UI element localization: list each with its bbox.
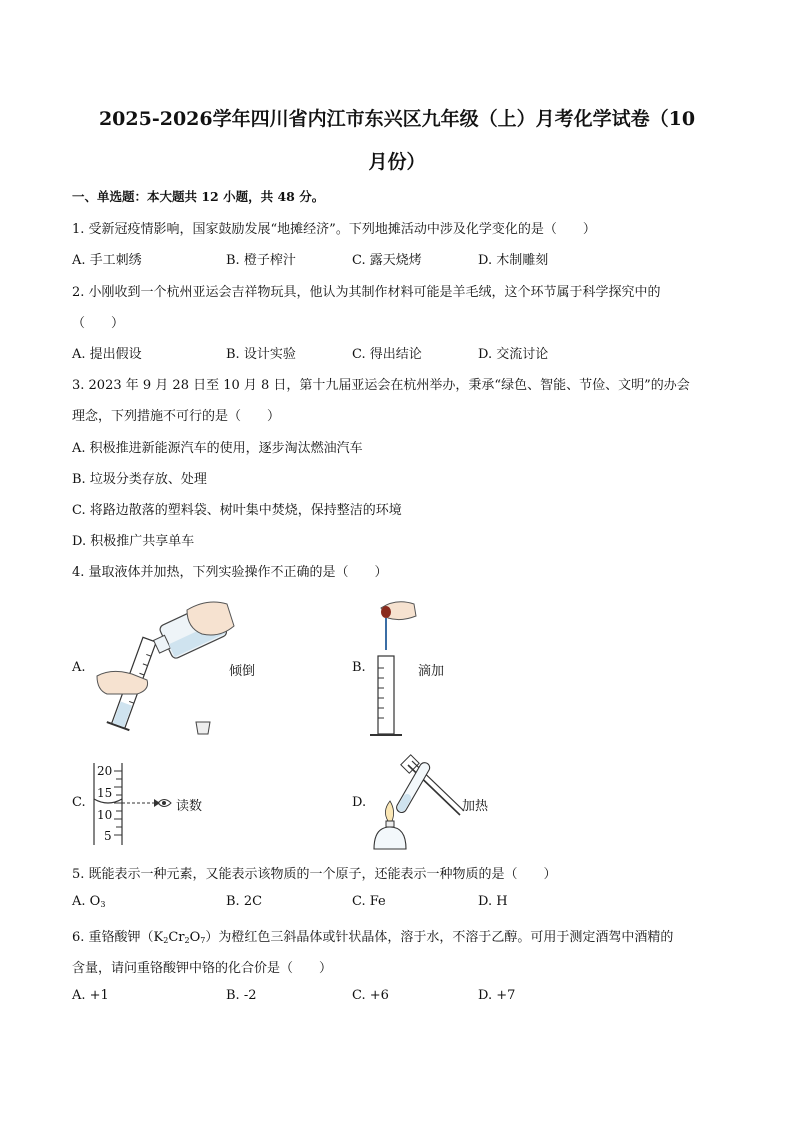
q4-option-c-letter: C. — [72, 795, 86, 810]
q5-option-c: C. Fe — [352, 894, 386, 909]
q4-option-c-text: 读数 — [176, 799, 203, 814]
q6-option-b: B. -2 — [226, 988, 257, 1003]
q1-option-b: B. 橙子榨汁 — [226, 253, 296, 268]
q5-option-b: B. 2C — [226, 894, 263, 909]
q6-stem-line1: 6. 重铬酸钾$(K_2Cr_2O_7)$为橙红色三斜晶体或针状晶体，溶于水，不溶于乙醇。可用于测定酒驾中酒精的 — [72, 930, 674, 945]
q2-stem-line1: 2. 小刚收到一个杭州亚运会吉祥物玩具，他认为其制作材料可能是羊毛绒，这个环节属于科学探究中的 — [72, 285, 661, 300]
q3-stem-line1: 3. 2023 年 9 月 28 日至 10 月 8 日，第十九届亚运会在杭州举办，秉承“绿色、智能、节俭、文明”的办会 — [72, 378, 690, 393]
q2-option-c: C. 得出结论 — [352, 347, 422, 362]
q1-option-d: D. 木制雕刻 — [478, 253, 549, 268]
q3-stem-line2: 理念，下列措施不可行的是（ ） — [72, 409, 281, 424]
q4-option-b-text: 滴加 — [418, 664, 445, 679]
q5-option-a: A. $O_3$ — [72, 894, 106, 909]
scale-tick-15: 15 — [97, 786, 113, 800]
q4-option-a-text: 倾倒 — [229, 664, 256, 679]
q1-option-c: C. 露天烧烤 — [352, 253, 422, 268]
q4-option-d-text: 加热 — [462, 799, 489, 814]
q1-stem: 1. 受新冠疫情影响，国家鼓励发展“地摊经济”。下列地摊活动中涉及化学变化的是（ ） — [72, 222, 596, 237]
q6-option-a: A. +1 — [72, 988, 109, 1003]
section-header: 一、单选题：本大题共 12 小题，共 48 分。 — [72, 189, 325, 204]
page-title-line1: 2025-2026学年四川省内江市东兴区九年级（上）月考化学试卷（10 — [98, 108, 696, 130]
q3-option-a: A. 积极推进新能源汽车的使用，逐步淘汰燃油汽车 — [72, 441, 363, 456]
pouring-figure — [92, 598, 242, 738]
q3-option-b: B. 垃圾分类存放、处理 — [72, 472, 207, 487]
scale-tick-10: 10 — [97, 808, 113, 822]
q3-option-d: D. 积极推广共享单车 — [72, 534, 195, 549]
page-title-line2: 月份） — [368, 151, 426, 173]
q3-option-c: C. 将路边散落的塑料袋、树叶集中焚烧，保持整洁的环境 — [72, 503, 402, 518]
q2-option-d: D. 交流讨论 — [478, 347, 549, 362]
q4-option-b-letter: B. — [352, 660, 366, 675]
q2-option-b: B. 设计实验 — [226, 347, 296, 362]
scale-tick-20: 20 — [97, 764, 113, 778]
q4-option-a-letter: A. — [72, 660, 86, 675]
q6-stem-line2: 含量，请问重铬酸钾中铬的化合价是（ ） — [72, 961, 333, 976]
q5-option-d: D. H — [478, 894, 508, 909]
q1-option-a: A. 手工刺绣 — [72, 253, 142, 268]
heating-figure — [370, 755, 470, 851]
q2-stem-line2: （ ） — [72, 316, 125, 331]
scale-tick-5: 5 — [104, 829, 112, 843]
dropper-figure — [366, 598, 426, 743]
q4-stem: 4. 量取液体并加热，下列实验操作不正确的是（ ） — [72, 565, 388, 580]
q2-option-a: A. 提出假设 — [72, 347, 142, 362]
q4-option-d-letter: D. — [352, 795, 367, 810]
q6-option-c: C. +6 — [352, 988, 389, 1003]
q5-stem: 5. 既能表示一种元素，又能表示该物质的一个原子，还能表示一种物质的是（ ） — [72, 867, 557, 882]
q6-option-d: D. +7 — [478, 988, 516, 1003]
